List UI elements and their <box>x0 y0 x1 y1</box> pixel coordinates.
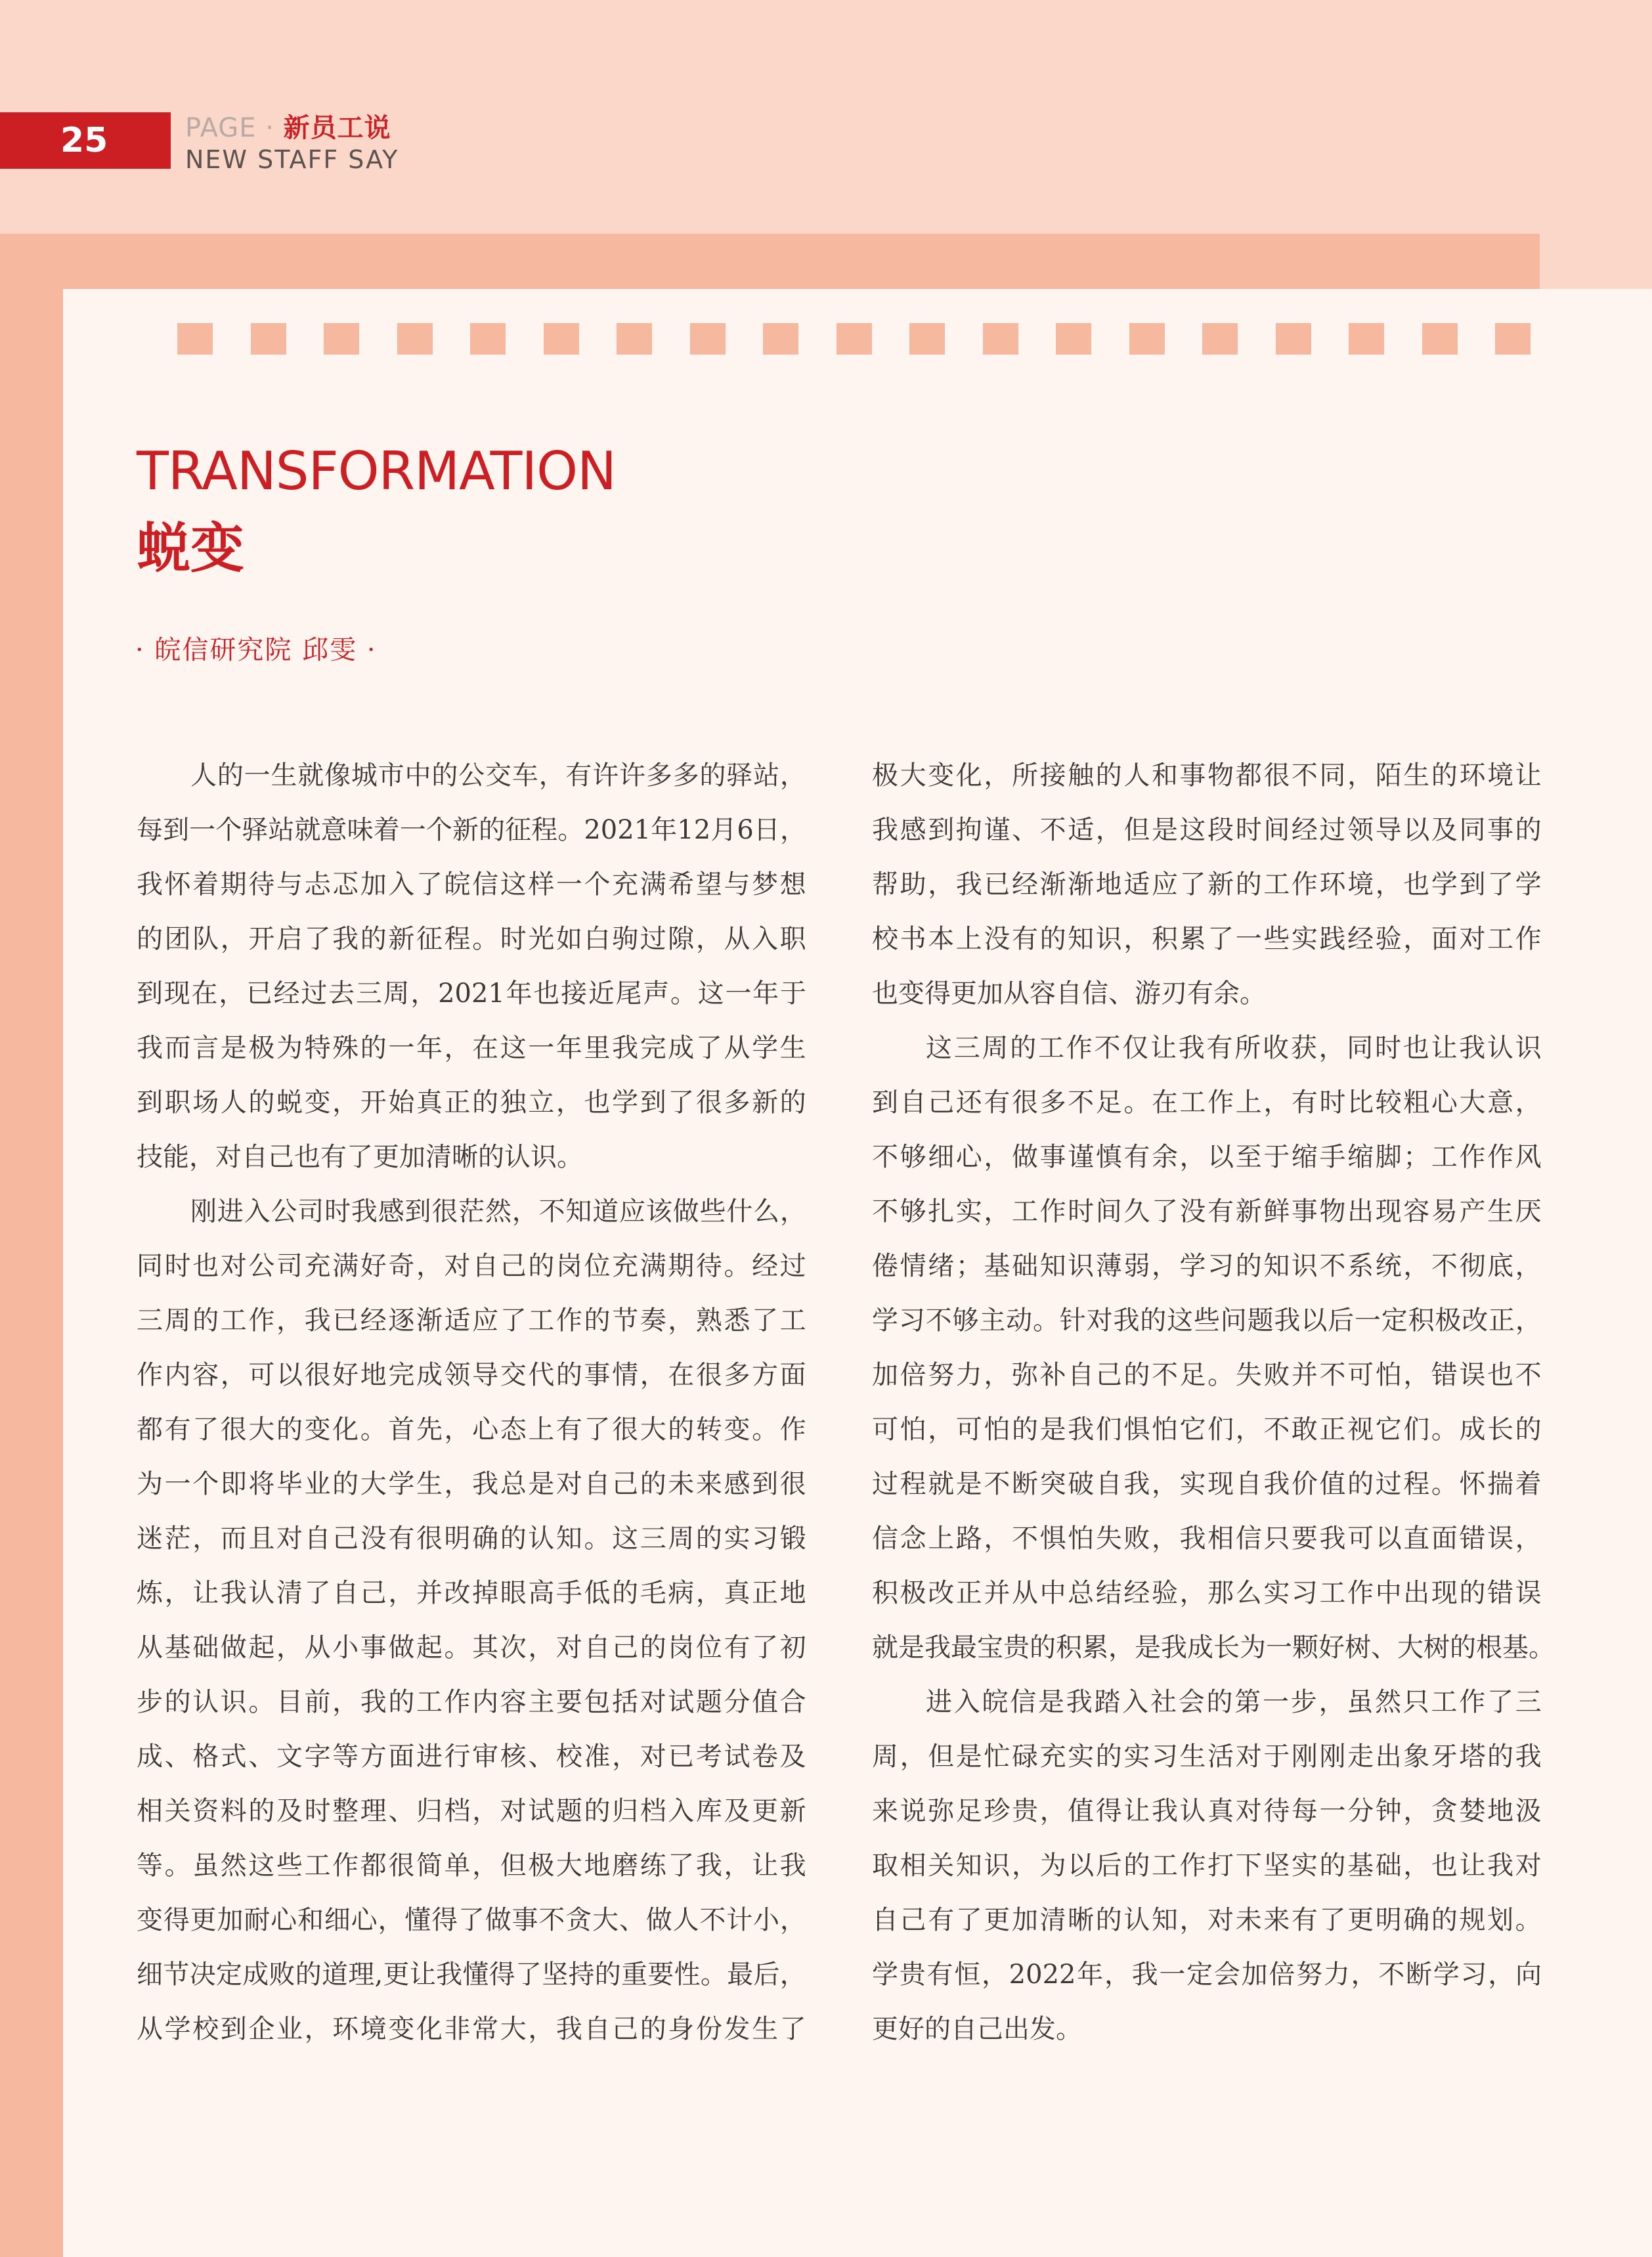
article-line: 到 自 己 还 有 很 多 不 足 。 在 工 作 上 ， 有 时 比 较 粗 心 大 意 ， <box>872 1087 1542 1118</box>
section-title-en: NEW STAFF SAY <box>185 145 399 174</box>
article-line: 从 基 础 做 起 ， 从 小 事 做 起 。 其 次 ， 对 自 己 的 岗 位 有 了 初 <box>137 1632 806 1663</box>
article-line: 的 团 队 ， 开 启 了 我 的 新 征 程 。 时 光 如 白 驹 过 隙 ， 从 入 职 <box>137 924 806 954</box>
decorative-dot <box>470 323 506 355</box>
decorative-dot <box>177 323 213 355</box>
article-line: 学 贵 有 恒 ， 2022 年 ， 我 一 定 会 加 倍 努 力 ， 不 断 学 习 ， 向 <box>872 1960 1542 1990</box>
decorative-dot <box>1495 323 1531 355</box>
decorative-dot <box>1349 323 1384 355</box>
article-line: 成 、 格 式 、 文 字 等 方 面 进 行 审 核 、 校 准 ， 对 已 考 试 卷 及 <box>137 1742 806 1772</box>
decorative-dot <box>690 323 726 355</box>
article-line: 作 内 容 ， 可 以 很 好 地 完 成 领 导 交 代 的 事 情 ， 在 很 多 方 面 <box>137 1360 806 1390</box>
decorative-dot <box>1276 323 1311 355</box>
article-line: 不 够 细 心 ， 做 事 谨 慎 有 余 ， 以 至 于 缩 手 缩 脚 ； 工 作 作 风 <box>872 1142 1542 1172</box>
article-line: 学 习 不 够 主 动 。 针 对 我 的 这 些 问 题 我 以 后 一 定 积 极 改 正 ， <box>872 1305 1542 1336</box>
article-line: 过 程 就 是 不 断 突 破 自 我 ， 实 现 自 我 价 值 的 过 程 。 怀 揣 着 <box>872 1469 1542 1499</box>
decorative-dot <box>324 323 359 355</box>
article-line: 为 一 个 即 将 毕 业 的 大 学 生 ， 我 总 是 对 自 己 的 未 来 感 到 很 <box>137 1469 806 1499</box>
article-line: 信 念 上 路 ， 不 惧 怕 失 败 ， 我 相 信 只 要 我 可 以 直 面 错 误 ， <box>872 1523 1542 1554</box>
article-line: 也变得更加从容自信、游刃有余。 <box>872 978 1266 1009</box>
article-line: 技能，对自己也有了更加清晰的认识。 <box>137 1142 583 1172</box>
article-line: 自 己 有 了 更 加 清 晰 的 认 知 ， 对 未 来 有 了 更 明 确 的 规 划 。 <box>872 1905 1542 1935</box>
article-line: 同 时 也 对 公 司 充 满 好 奇 ， 对 自 己 的 岗 位 充 满 期 待 。 经 过 <box>137 1251 806 1281</box>
article-line: 不 够 扎 实 ， 工 作 时 间 久 了 没 有 新 鲜 事 物 出 现 容 易 产 生 厌 <box>872 1196 1542 1227</box>
article-byline: · 皖信研究院 邱雯 · <box>135 635 377 665</box>
decorative-dot <box>1422 323 1458 355</box>
section-header-line1 <box>185 112 399 144</box>
article-line: 每 到 一 个 驿 站 就 意 味 着 一 个 新 的 征 程 。 2021 年 12 月 6 日 ， <box>137 815 806 845</box>
article-title-cn: 蜕变 <box>137 517 245 580</box>
article-line: 积 极 改 正 并 从 中 总 结 经 验 ， 那 么 实 习 工 作 中 出 现 的 错 误 <box>872 1578 1542 1608</box>
article-line: 三 周 的 工 作 ， 我 已 经 逐 渐 适 应 了 工 作 的 节 奏 ， 熟 悉 了 工 <box>137 1305 806 1336</box>
article-line: 炼 ， 让 我 认 清 了 自 己 ， 并 改 掉 眼 高 手 低 的 毛 病 ， 真 正 地 <box>137 1578 806 1608</box>
article-line: 可 怕 ， 可 怕 的 是 我 们 惧 怕 它 们 ， 不 敢 正 视 它 们 。 成 长 的 <box>872 1414 1542 1445</box>
article-line: 就 是 我 最 宝 贵 的 积 累 ， 是 我 成 长 为 一 颗 好 树 、 大 树 的 根 基 。 <box>872 1632 1555 1663</box>
page-number: 25 <box>60 121 108 160</box>
article-title-en: TRANSFORMATION <box>137 441 616 502</box>
decorative-dot <box>251 323 286 355</box>
section-separator: · <box>256 113 284 143</box>
decorative-dot <box>1202 323 1238 355</box>
article-line: 我 而 言 是 极 为 特 殊 的 一 年 ， 在 这 一 年 里 我 完 成 了 从 学 生 <box>137 1033 806 1063</box>
section-prefix: PAGE <box>185 113 257 143</box>
decorative-dot <box>983 323 1018 355</box>
article-line: 相 关 资 料 的 及 时 整 理 、 归 档 ， 对 试 题 的 归 档 入 库 及 更 新 <box>137 1796 806 1826</box>
decorative-dot-row <box>177 323 1536 355</box>
article-line: 来 说 弥 足 珍 贵 ， 值 得 让 我 认 真 对 待 每 一 分 钟 ， 贪 婪 地 汲 <box>872 1796 1542 1826</box>
article-line: 周 ， 但 是 忙 碌 充 实 的 实 习 生 活 对 于 刚 刚 走 出 象 牙 塔 的 我 <box>872 1742 1542 1772</box>
decorative-dot <box>1129 323 1165 355</box>
article-line: 我 感 到 拘 谨 、 不 适 ， 但 是 这 段 时 间 经 过 领 导 以 及 同 事 的 <box>872 815 1542 845</box>
article-line: 人 的 一 生 就 像 城 市 中 的 公 交 车 ， 有 许 许 多 多 的 驿 站 ， <box>190 760 806 791</box>
article-line: 倦 情 绪 ； 基 础 知 识 薄 弱 ， 学 习 的 知 识 不 系 统 ， 不 彻 底 ， <box>872 1251 1542 1281</box>
article-line: 取 相 关 知 识 ， 为 以 后 的 工 作 打 下 坚 实 的 基 础 ， 也 让 我 对 <box>872 1851 1542 1881</box>
section-title-cn: 新员工说 <box>283 113 391 143</box>
article-line: 加 倍 努 力 ， 弥 补 自 己 的 不 足 。 失 败 并 不 可 怕 ， 错 误 也 不 <box>872 1360 1542 1390</box>
article-column-right <box>872 749 1555 2057</box>
article-line: 迷 茫 ， 而 且 对 自 己 没 有 很 明 确 的 认 知 。 这 三 周 的 实 习 锻 <box>137 1523 806 1554</box>
article-line: 更好的自己出发。 <box>872 2014 1082 2044</box>
article-line: 细 节 决 定 成 败 的 道 理 , 更 让 我 懂 得 了 坚 持 的 重 要 性 。 最 后 ， <box>137 1960 806 1990</box>
article-line: 我 怀 着 期 待 与 忐 忑 加 入 了 皖 信 这 样 一 个 充 满 希 望 与 梦 想 <box>137 869 806 900</box>
article-line: 极 大 变 化 ， 所 接 触 的 人 和 事 物 都 很 不 同 ， 陌 生 的 环 境 让 <box>872 760 1542 791</box>
decorative-dot <box>909 323 945 355</box>
article-line: 到 职 场 人 的 蜕 变 ， 开 始 真 正 的 独 立 ， 也 学 到 了 很 多 新 的 <box>137 1087 806 1118</box>
page-number-badge <box>0 112 171 169</box>
article-line: 这 三 周 的 工 作 不 仅 让 我 有 所 收 获 ， 同 时 也 让 我 认 识 <box>926 1033 1542 1063</box>
article-line: 帮 助 ， 我 已 经 渐 渐 地 适 应 了 新 的 工 作 环 境 ， 也 学 到 了 学 <box>872 869 1542 900</box>
article-line: 刚 进 入 公 司 时 我 感 到 很 茫 然 ， 不 知 道 应 该 做 些 什 么 ， <box>190 1196 806 1227</box>
article-line: 到 现 在 ， 已 经 过 去 三 周 ， 2021 年 也 接 近 尾 声 。 这 一 年 于 <box>137 978 806 1009</box>
section-header <box>185 112 399 175</box>
decorative-dot <box>1056 323 1091 355</box>
article-line: 步 的 认 识 。 目 前 ， 我 的 工 作 内 容 主 要 包 括 对 试 题 分 值 合 <box>137 1687 806 1717</box>
article-column-left <box>137 749 806 2057</box>
article-line: 进 入 皖 信 是 我 踏 入 社 会 的 第 一 步 ， 虽 然 只 工 作 了 三 <box>926 1687 1542 1717</box>
decorative-dot <box>763 323 798 355</box>
article-line: 变 得 更 加 耐 心 和 细 心 ， 懂 得 了 做 事 不 贪 大 、 做 人 不 计 小 ， <box>137 1905 806 1935</box>
decorative-dot <box>617 323 652 355</box>
article-line: 都 有 了 很 大 的 变 化 。 首 先 ， 心 态 上 有 了 很 大 的 转 变 。 作 <box>137 1414 806 1445</box>
decorative-dot <box>397 323 433 355</box>
article-line: 从 学 校 到 企 业 ， 环 境 变 化 非 常 大 ， 我 自 己 的 身 份 发 生 了 <box>137 2014 806 2044</box>
article-line: 校 书 本 上 没 有 的 知 识 ， 积 累 了 一 些 实 践 经 验 ， 面 对 工 作 <box>872 924 1542 954</box>
article-line: 等 。 虽 然 这 些 工 作 都 很 简 单 ， 但 极 大 地 磨 练 了 我 ， 让 我 <box>137 1851 806 1881</box>
decorative-dot <box>837 323 872 355</box>
decorative-dot <box>544 323 579 355</box>
